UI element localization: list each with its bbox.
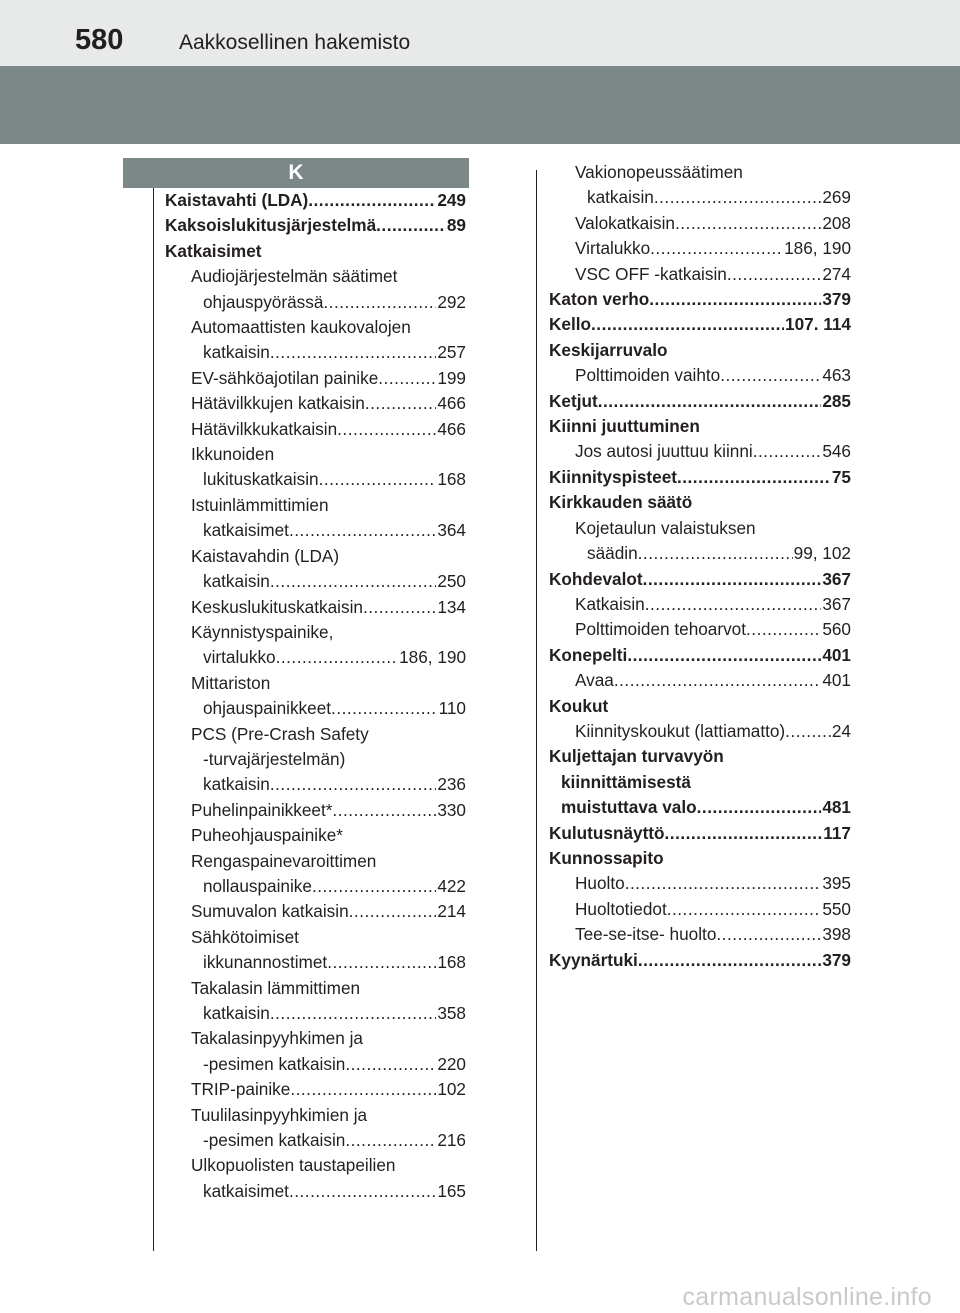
index-entry bbox=[165, 467, 466, 492]
dot-leader bbox=[697, 795, 822, 820]
dot-leader bbox=[337, 417, 436, 442]
entry-term: katkaisin bbox=[203, 774, 270, 795]
index-entry bbox=[549, 668, 851, 693]
entry-term: Kaistavahdin (LDA) bbox=[191, 545, 340, 566]
index-entry bbox=[549, 617, 851, 642]
index-entry bbox=[549, 262, 851, 287]
index-entry bbox=[549, 389, 851, 414]
entry-term: Valokatkaisin bbox=[575, 212, 675, 233]
index-entry bbox=[549, 516, 851, 541]
entry-term: Avaa bbox=[575, 670, 614, 691]
entry-term: Katkaisin bbox=[575, 593, 645, 614]
index-entry bbox=[165, 671, 466, 696]
entry-term: Tuulilasinpyyhkimien ja bbox=[191, 1104, 368, 1125]
index-entry bbox=[165, 798, 466, 823]
index-entry bbox=[549, 643, 851, 668]
index-entry bbox=[165, 518, 466, 543]
entry-term: Ulkopuolisten taustapeilien bbox=[191, 1155, 396, 1176]
index-entry bbox=[549, 744, 851, 769]
index-entry bbox=[165, 569, 466, 594]
dot-leader bbox=[327, 950, 436, 975]
entry-page-ref: 99, 102 bbox=[793, 543, 851, 564]
entry-term: Rengaspainevaroittimen bbox=[191, 850, 377, 871]
dot-leader bbox=[598, 389, 822, 414]
index-entry bbox=[165, 722, 466, 747]
index-entry bbox=[549, 312, 851, 337]
index-entry bbox=[549, 465, 851, 490]
entry-page-ref: 466 bbox=[437, 393, 466, 414]
dot-leader bbox=[627, 643, 821, 668]
entry-term: Kello bbox=[549, 314, 592, 335]
dot-leader bbox=[290, 1077, 436, 1102]
index-entry bbox=[549, 871, 851, 896]
entry-term: katkaisin bbox=[203, 571, 270, 592]
dot-leader bbox=[365, 391, 436, 416]
index-entry bbox=[165, 899, 466, 924]
entry-term: katkaisin bbox=[587, 187, 654, 208]
left-divider bbox=[153, 188, 154, 1251]
dot-leader bbox=[312, 874, 436, 899]
entry-term: Kuljettajan turvavyön bbox=[549, 746, 724, 767]
dot-leader bbox=[645, 592, 822, 617]
entry-page-ref: 236 bbox=[437, 774, 466, 795]
index-entry bbox=[165, 442, 466, 467]
index-entry bbox=[549, 948, 851, 973]
page-number: 580 bbox=[75, 24, 124, 56]
dot-leader bbox=[753, 439, 822, 464]
dot-leader bbox=[667, 897, 822, 922]
entry-term: katkaisin bbox=[203, 1003, 270, 1023]
index-entry bbox=[165, 976, 466, 1001]
entry-term: Kulutusnäyttö bbox=[549, 822, 665, 843]
entry-page-ref: 186, 190 bbox=[399, 647, 466, 668]
entry-term: Sumuvalon katkaisin bbox=[191, 901, 349, 922]
dot-leader bbox=[643, 567, 822, 592]
entry-page-ref: 214 bbox=[437, 901, 466, 922]
index-entry bbox=[165, 1153, 466, 1178]
entry-term: katkaisimet bbox=[203, 1180, 289, 1201]
entry-term: ohjauspainikkeet bbox=[203, 698, 332, 719]
index-entry bbox=[165, 493, 466, 518]
dot-leader bbox=[625, 871, 822, 896]
entry-term: Vakionopeussäätimen bbox=[575, 162, 743, 182]
index-entry bbox=[549, 694, 851, 719]
entry-term: ikkunannostimet bbox=[203, 952, 328, 973]
dot-leader bbox=[727, 262, 821, 287]
dot-leader bbox=[650, 236, 783, 261]
right-divider bbox=[536, 170, 537, 1251]
header-bar bbox=[0, 0, 960, 66]
dot-leader bbox=[289, 518, 436, 543]
watermark: carmanualsonline.info bbox=[682, 1283, 932, 1311]
index-entry bbox=[165, 1001, 466, 1026]
entry-term: Hätävilkkukatkaisin bbox=[191, 418, 338, 439]
entry-term: Sähkötoimiset bbox=[191, 926, 299, 947]
page-title: Aakkosellinen hakemisto bbox=[179, 31, 411, 54]
entry-page-ref: 481 bbox=[822, 797, 851, 818]
index-entry bbox=[549, 846, 851, 871]
dot-leader bbox=[716, 922, 821, 947]
entry-page-ref: 257 bbox=[437, 342, 466, 363]
dot-leader bbox=[270, 340, 436, 365]
dot-leader bbox=[345, 1052, 436, 1077]
entry-term: Hätävilkkujen katkaisin bbox=[191, 393, 365, 414]
entry-term: ohjauspyörässä bbox=[203, 291, 324, 312]
dot-leader bbox=[591, 312, 784, 337]
entry-page-ref: 367 bbox=[822, 593, 851, 614]
dot-leader bbox=[308, 188, 436, 213]
entry-page-ref: 560 bbox=[822, 619, 851, 640]
entry-page-ref: 107. 114 bbox=[785, 314, 851, 335]
index-entry bbox=[165, 264, 466, 289]
dot-leader bbox=[677, 465, 831, 490]
index-entry bbox=[165, 747, 466, 772]
entry-term: Takalasinpyyhkimen ja bbox=[191, 1028, 363, 1049]
entry-term: säädin bbox=[587, 543, 638, 564]
entry-page-ref: 186, 190 bbox=[784, 238, 851, 259]
index-entry bbox=[165, 391, 466, 416]
entry-page-ref: 24 bbox=[831, 720, 851, 741]
entry-page-ref: 285 bbox=[822, 390, 851, 411]
entry-term: -pesimen katkaisin bbox=[203, 1130, 346, 1151]
entry-page-ref: 364 bbox=[437, 520, 466, 541]
entry-term: Kunnossapito bbox=[549, 847, 664, 868]
index-entry bbox=[165, 1179, 466, 1204]
index-entry bbox=[165, 595, 466, 620]
index-entry bbox=[165, 366, 466, 391]
entry-page-ref: 165 bbox=[437, 1180, 466, 1201]
index-entry bbox=[165, 340, 466, 365]
dot-leader bbox=[638, 541, 793, 566]
entry-term: Katon verho bbox=[549, 289, 650, 310]
entry-term: Kirkkauden säätö bbox=[549, 492, 693, 513]
index-entry bbox=[165, 645, 466, 670]
index-entry bbox=[549, 770, 851, 795]
index-entry bbox=[549, 795, 851, 820]
entry-term: lukituskatkaisin bbox=[203, 469, 319, 490]
entry-term: katkaisimet bbox=[203, 520, 289, 541]
index-entry bbox=[549, 719, 851, 744]
entry-page-ref: 134 bbox=[437, 596, 466, 617]
dot-leader bbox=[270, 569, 436, 594]
index-entry bbox=[549, 363, 851, 388]
entry-term: Polttimoiden vaihto bbox=[575, 365, 721, 386]
index-column-right bbox=[549, 160, 851, 973]
header-band bbox=[0, 66, 960, 144]
entry-term: virtalukko bbox=[203, 647, 276, 668]
index-entry bbox=[165, 290, 466, 315]
entry-page-ref: 379 bbox=[822, 289, 851, 310]
entry-page-ref: 401 bbox=[822, 670, 851, 691]
entry-page-ref: 330 bbox=[437, 799, 466, 820]
dot-leader bbox=[785, 719, 831, 744]
index-entry bbox=[165, 1103, 466, 1128]
entry-term: Kiinni juuttuminen bbox=[549, 416, 700, 437]
entry-term: -turvajärjestelmän) bbox=[203, 748, 346, 769]
index-entry bbox=[549, 160, 851, 185]
section-letter-tab: K bbox=[123, 158, 469, 188]
index-entry bbox=[165, 950, 466, 975]
entry-term: Kaistavahti (LDA) bbox=[165, 190, 309, 210]
index-entry bbox=[165, 772, 466, 797]
entry-page-ref: 249 bbox=[437, 190, 466, 210]
index-column-left bbox=[165, 188, 466, 1204]
entry-page-ref: 466 bbox=[437, 418, 466, 439]
dot-leader bbox=[323, 290, 436, 315]
dot-leader bbox=[614, 668, 821, 693]
index-entry bbox=[165, 874, 466, 899]
entry-page-ref: 216 bbox=[437, 1130, 466, 1151]
dot-leader bbox=[675, 211, 821, 236]
entry-page-ref: 367 bbox=[822, 568, 851, 589]
entry-term: Virtalukko bbox=[575, 238, 651, 259]
dot-leader bbox=[363, 595, 436, 620]
index-entry bbox=[549, 922, 851, 947]
index-entry bbox=[549, 541, 851, 566]
entry-term: TRIP-painike bbox=[191, 1079, 291, 1100]
index-entry bbox=[549, 211, 851, 236]
entry-term: Huolto bbox=[575, 873, 625, 894]
entry-term: Puhelinpainikkeet* bbox=[191, 799, 333, 820]
entry-term: VSC OFF -katkaisin bbox=[575, 263, 727, 284]
dot-leader bbox=[345, 1128, 436, 1153]
entry-term: PCS (Pre-Crash Safety bbox=[191, 723, 369, 744]
entry-term: Takalasin lämmittimen bbox=[191, 977, 361, 998]
entry-term: katkaisin bbox=[203, 342, 270, 363]
entry-page-ref: 117 bbox=[823, 822, 851, 843]
entry-term: Istuinlämmittimien bbox=[191, 494, 329, 515]
index-entry bbox=[165, 823, 466, 848]
index-entry bbox=[549, 236, 851, 261]
entry-term: Audiojärjestelmän säätimet bbox=[191, 266, 398, 287]
entry-page-ref: 274 bbox=[822, 263, 851, 284]
entry-term: Kiinnityskoukut (lattiamatto) bbox=[575, 720, 786, 741]
entry-page-ref: 208 bbox=[822, 212, 851, 233]
entry-term: Konepelti bbox=[549, 644, 628, 665]
entry-page-ref: 358 bbox=[437, 1003, 466, 1023]
dot-leader bbox=[319, 467, 437, 492]
entry-term: Jos autosi juuttuu kiinni bbox=[575, 441, 753, 462]
entry-term: Ketjut bbox=[549, 390, 598, 411]
dot-leader bbox=[331, 696, 438, 721]
entry-page-ref: 220 bbox=[437, 1053, 466, 1074]
index-entry bbox=[549, 897, 851, 922]
index-entry bbox=[549, 490, 851, 515]
dot-leader bbox=[654, 185, 821, 210]
entry-page-ref: 550 bbox=[822, 898, 851, 919]
dot-leader bbox=[638, 948, 821, 973]
entry-term: Keskuslukituskatkaisin bbox=[191, 596, 363, 617]
dot-leader bbox=[665, 821, 823, 846]
entry-term: EV-sähköajotilan painike bbox=[191, 367, 379, 388]
dot-leader bbox=[746, 617, 821, 642]
entry-page-ref: 199 bbox=[437, 367, 466, 388]
entry-term: Kaksoislukitusjärjestelmä bbox=[165, 215, 377, 236]
entry-page-ref: 422 bbox=[437, 875, 466, 896]
entry-page-ref: 546 bbox=[822, 441, 851, 462]
entry-page-ref: 168 bbox=[437, 469, 466, 490]
index-entry bbox=[549, 185, 851, 210]
index-entry bbox=[165, 1026, 466, 1051]
dot-leader bbox=[270, 772, 436, 797]
dot-leader bbox=[349, 899, 437, 924]
entry-page-ref: 75 bbox=[831, 466, 851, 487]
dot-leader bbox=[378, 366, 436, 391]
index-entry bbox=[549, 439, 851, 464]
entry-term: kiinnittämisestä bbox=[561, 771, 691, 792]
index-entry bbox=[165, 696, 466, 721]
entry-page-ref: 89 bbox=[446, 215, 466, 236]
entry-term: Tee-se-itse- huolto bbox=[575, 924, 717, 945]
index-entry bbox=[165, 925, 466, 950]
entry-term: Mittariston bbox=[191, 672, 271, 693]
entry-page-ref: 102 bbox=[437, 1079, 466, 1100]
entry-term: Huoltotiedot bbox=[575, 898, 667, 919]
index-entry bbox=[549, 338, 851, 363]
dot-leader bbox=[289, 1179, 436, 1204]
entry-page-ref: 401 bbox=[822, 644, 851, 665]
index-entry bbox=[165, 213, 466, 238]
dot-leader bbox=[276, 645, 399, 670]
index-entry bbox=[165, 315, 466, 340]
dot-leader bbox=[720, 363, 821, 388]
index-entry bbox=[549, 821, 851, 846]
dot-leader bbox=[376, 213, 446, 238]
dot-leader bbox=[332, 798, 436, 823]
entry-term: Kojetaulun valaistuksen bbox=[575, 517, 756, 538]
entry-page-ref: 168 bbox=[437, 952, 466, 973]
entry-term: Kohdevalot bbox=[549, 568, 643, 589]
entry-term: Puheohjauspainike* bbox=[191, 825, 343, 846]
index-entry bbox=[165, 417, 466, 442]
entry-page-ref: 110 bbox=[438, 698, 466, 719]
entry-term: muistuttava valo bbox=[561, 797, 697, 818]
index-entry bbox=[165, 544, 466, 569]
index-entry bbox=[165, 1052, 466, 1077]
index-entry bbox=[165, 1128, 466, 1153]
entry-page-ref: 250 bbox=[437, 571, 466, 592]
entry-term: Koukut bbox=[549, 695, 609, 716]
entry-page-ref: 379 bbox=[822, 949, 851, 970]
entry-term: Kiinnityspisteet bbox=[549, 466, 677, 487]
dot-leader bbox=[270, 1001, 436, 1026]
index-entry bbox=[549, 567, 851, 592]
index-entry bbox=[165, 620, 466, 645]
entry-term: Polttimoiden tehoarvot bbox=[575, 619, 747, 640]
index-entry bbox=[549, 592, 851, 617]
entry-page-ref: 463 bbox=[822, 365, 851, 386]
entry-term: nollauspainike bbox=[203, 875, 312, 896]
index-entry bbox=[165, 239, 466, 264]
entry-page-ref: 269 bbox=[822, 187, 851, 208]
entry-term: Katkaisimet bbox=[165, 240, 262, 261]
entry-term: Käynnistyspainike, bbox=[191, 621, 334, 642]
index-entry bbox=[165, 188, 466, 213]
entry-page-ref: 395 bbox=[822, 873, 851, 894]
entry-term: Kyynärtuki bbox=[549, 949, 638, 970]
entry-term: -pesimen katkaisin bbox=[203, 1053, 346, 1074]
index-entry bbox=[549, 287, 851, 312]
index-entry bbox=[165, 1077, 466, 1102]
dot-leader bbox=[649, 287, 821, 312]
entry-term: Ikkunoiden bbox=[191, 444, 275, 465]
entry-term: Automaattisten kaukovalojen bbox=[191, 317, 411, 338]
entry-page-ref: 292 bbox=[437, 291, 466, 312]
entry-term: Keskijarruvalo bbox=[549, 339, 668, 360]
index-entry bbox=[549, 414, 851, 439]
index-entry bbox=[165, 849, 466, 874]
entry-page-ref: 398 bbox=[822, 924, 851, 945]
